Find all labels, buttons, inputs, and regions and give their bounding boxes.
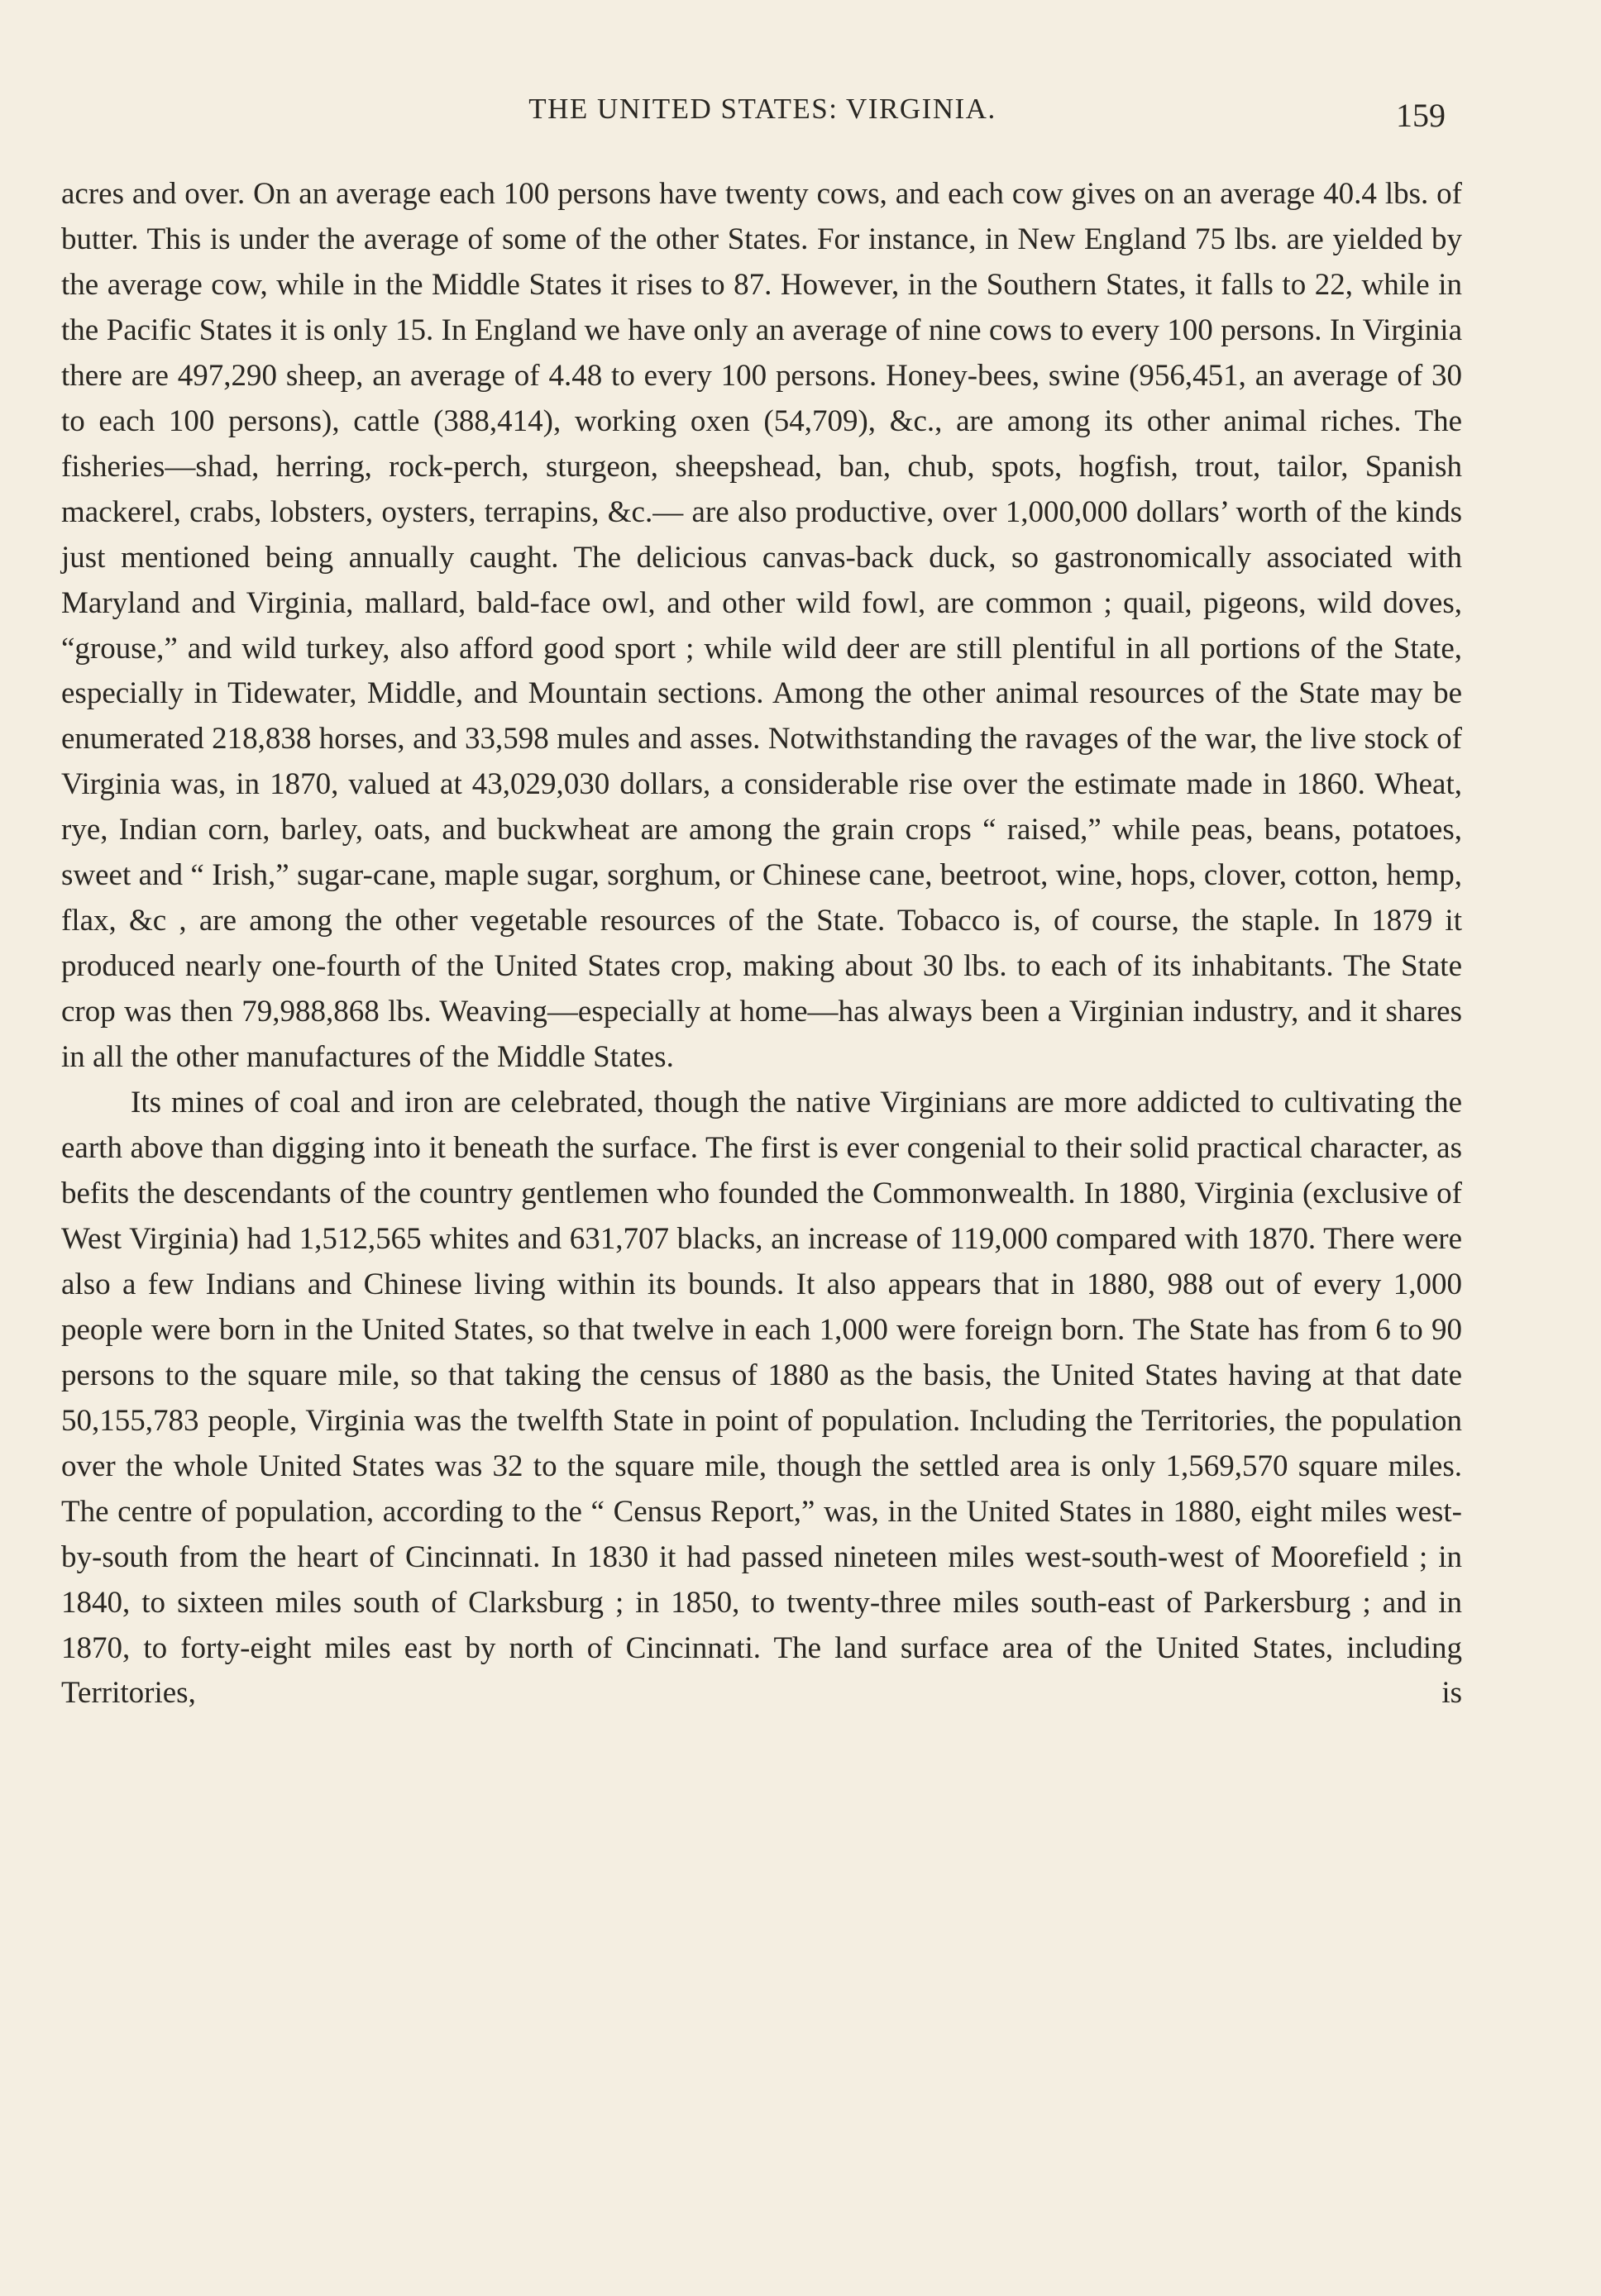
- running-head: [0, 93, 1601, 142]
- running-title: THE UNITED STATES: VIRGINIA.: [528, 93, 996, 125]
- paragraph-livestock-and-crops: acres and over. On an average each 100 persons have twenty cows, and each cow gives on an average 40.4 lbs. of butter. This is under the average of some of the other States. For instance, in New England 75 lbs. are yielded by the average cow, while in the Middle States it rises to 87. However, in the Southern States, it falls to 22, while in the Pacific States it is only 15. In England we have only an average of nine cows to every 100 persons. In Virginia there are 497,290 sheep, an average of 4.48 to every 100 persons. Honey-bees, swine (956,451, an average of 30 to each 100 persons), cattle (388,414), working oxen (54,709), &c., are among its other animal riches. The fisheries—shad, herring, rock-perch, sturgeon, sheepshead, ban, chub, spots, hogfish, trout, tailor, Spanish mackerel, crabs, lobsters, oysters, terrapins, &c.— are also productive, over 1,000,000 dollars’ worth of the kinds just mentioned being annually caught. The delicious canvas-back duck, so gastronomically associated with Maryland and Virginia, mallard, bald-face owl, and other wild fowl, are common ; quail, pigeons, wild doves, “grouse,” and wild turkey, also afford good sport ; while wild deer are still plentiful in all portions of the State, especially in Tidewater, Middle, and Mountain sections. Among the other animal resources of the State may be enumerated 218,838 horses, and 33,598 mules and asses. Notwithstanding the ravages of the war, the live stock of Virginia was, in 1870, valued at 43,029,030 dollars, a considerable rise over the estimate made in 1860. Wheat, rye, Indian corn, barley, oats, and buckwheat are among the grain crops “ raised,” while peas, beans, potatoes, sweet and “ Irish,” sugar-cane, maple sugar, sorghum, or Chinese cane, beetroot, wine, hops, clover, cotton, hemp, flax, &c , are among the other vegetable resources of the State. Tobacco is, of course, the staple. In 1879 it produced nearly one-fourth of the United States crop, making about 30 lbs. to each of its inhabitants. The State crop was then 79,988,868 lbs. Weaving—especially at home—has always been a Virginian industry, and it shares in all the other manufactures of the Middle States.: [61, 177, 1462, 1075]
- paragraph-mines-and-population: Its mines of coal and iron are celebrated, though the native Virginians are more addicted to cultivating the earth above than digging into it beneath the surface. The first is ever congenial to their solid practical character, as befits the descendants of the country gentlemen who founded the Commonwealth. In 1880, Virginia (exclusive of West Virginia) had 1,512,565 whites and 631,707 blacks, an increase of 119,000 compared with 1870. There were also a few Indians and Chinese living within its bounds. It also appears that in 1880, 988 out of every 1,000 people were born in the United States, so that twelve in each 1,000 were foreign born. The State has from 6 to 90 persons to the square mile, so that taking the census of 1880 as the basis, the United States having at that date 50,155,783 people, Virginia was the twelfth State in point of population. Including the Territories, the population over the whole United States was 32 to the square mile, though the settled area is only 1,569,570 square miles. The centre of population, according to the “ Census Report,” was, in the United States in 1880, eight miles west-by-south from the heart of Cincinnati. In 1830 it had passed nineteen miles west-south-west of Moorefield ; in 1840, to sixteen miles south of Clarksburg ; in 1850, to twenty-three miles south-east of Parkersburg ; and in 1870, to forty-eight miles east by north of Cincinnati. The land surface area of the United States, including Territories, is: [61, 1086, 1462, 1711]
- body-text: [61, 172, 1462, 1716]
- page-number: 159: [1396, 97, 1446, 134]
